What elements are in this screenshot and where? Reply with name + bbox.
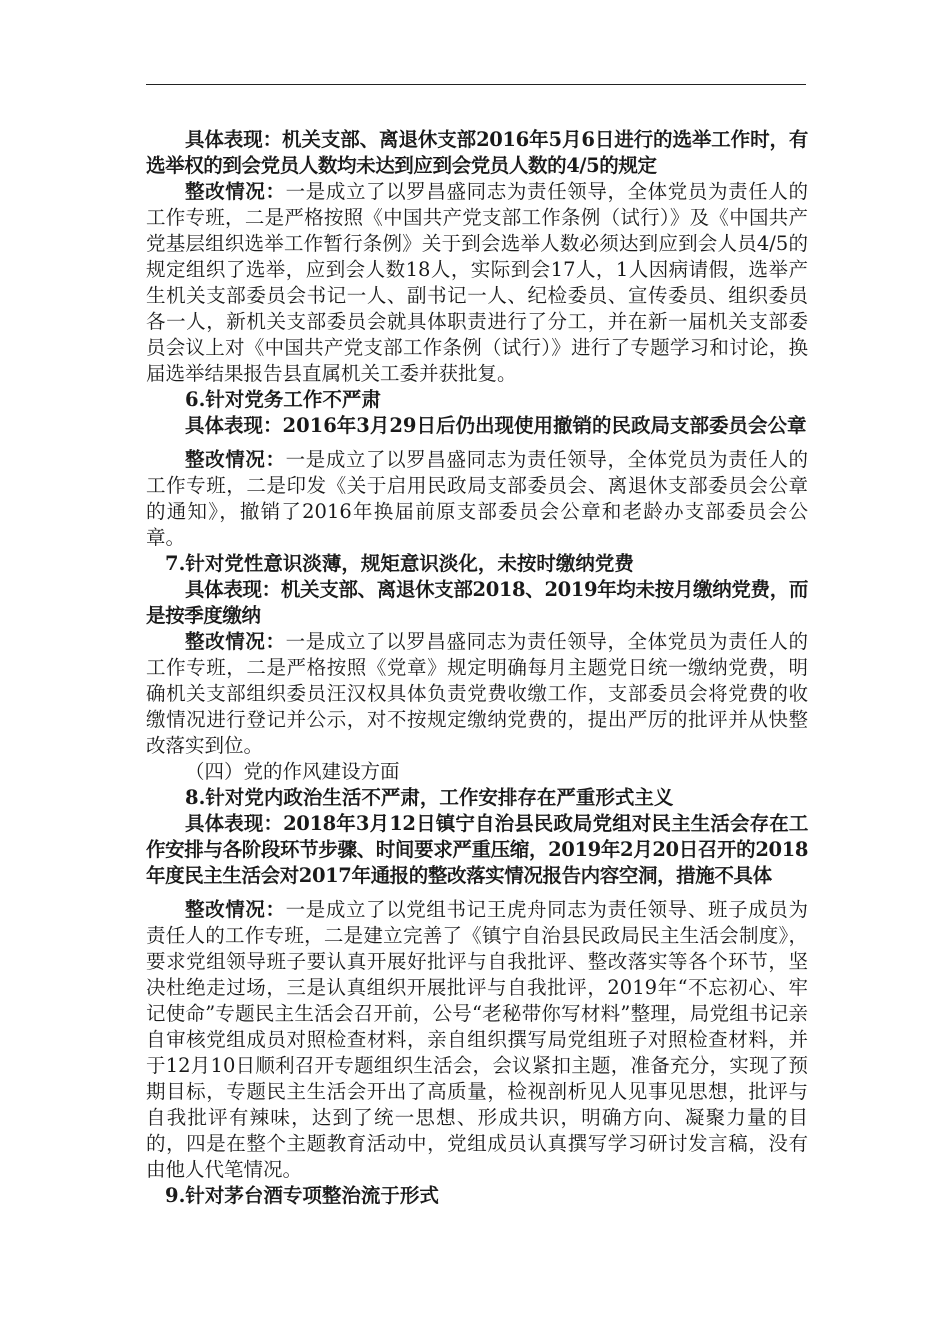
fix-label: 整改情况： [185, 448, 286, 471]
fix-text: 一是成立了以党组书记王虎舟同志为责任领导、班子成员为责任人的工作专班，二是建立完善了《镇宁自治县民政局民主生活会制度》，要求党组领导班子要认真开展好批评与自我批评、整改落实等各个环节，坚决杜绝走过场，三是认真组织开展批评与自我批评，2019年“不忘初心、牢记使命”专题民主生活会召开前，公号“老秘带你写材料”整理，局党组书记亲自审核党组成员对照检查材料，亲自组织撰写局党组班子对照检查材料，并于12月10日顺利召开专题组织生活会，会议紧扣主题，准备充分，实现了预期目标，专题民主生活会开出了高质量，检视剖析见人见事见思想，批评与自我批评有辣味，达到了统一思想、形成共识，明确方向、凝聚力量的目的，四是在整个主题教育活动中，党组成员认真撰写学习研讨发言稿，没有由他人代笔情况。 [146, 898, 808, 1181]
paragraph-show-dues [146, 577, 808, 629]
heading-item-6: 6.针对党务工作不严肃 [185, 388, 381, 411]
heading-item-9: 9.针对茅台酒专项整治流于形式 [165, 1184, 439, 1207]
fix-label: 整改情况： [185, 180, 286, 203]
header-rule [146, 84, 806, 85]
show-text: 机关支部、离退休支部2016年5月6日进行的选举工作时，有选举权的到会党员人数均未达到应到会党员人数的4/5的规定 [146, 128, 808, 177]
paragraph-show-election [146, 127, 808, 179]
paragraph-fix-meeting [146, 897, 808, 1183]
spacer [146, 889, 808, 897]
show-text: 机关支部、离退休支部2018、2019年均未按月缴纳党费，而是按季度缴纳 [146, 578, 808, 627]
paragraph-show-meeting [146, 811, 808, 889]
show-label: 具体表现： [185, 812, 284, 835]
heading-item-7: 7.针对党性意识淡薄，规矩意识淡化，未按时缴纳党费 [165, 552, 634, 575]
show-label: 具体表现： [185, 578, 281, 601]
show-text: 2016年3月29日后仍出现使用撤销的民政局支部委员会公章 [282, 414, 807, 437]
paragraph-show-seal [146, 413, 808, 439]
fix-label: 整改情况： [185, 898, 286, 921]
paragraph-fix-seal [146, 447, 808, 551]
show-label: 具体表现： [185, 414, 283, 437]
fix-text: 一是成立了以罗昌盛同志为责任领导，全体党员为责任人的工作专班，二是严格按照《中国共产党支部工作条例（试行）》及《中国共产党基层组织选举工作暂行条例》关于到会选举人数必须达到应到会人员4/5的规定组织了选举，应到会人数18人，实际到会17人，1人因病请假，选举产生机关支部委员会书记一人、副书记一人、纪检委员、宣传委员、组织委员各一人，新机关支部委员会就具体职责进行了分工，并在新一届机关支部委员会议上对《中国共产党支部工作条例（试行）》进行了专题学习和讨论，换届选举结果报告县直属机关工委并获批复。 [146, 180, 808, 385]
section-heading-4: （四）党的作风建设方面 [185, 760, 400, 783]
heading-item-8: 8.针对党内政治生活不严肃，工作安排存在严重形式主义 [185, 786, 674, 809]
show-label: 具体表现： [185, 128, 283, 151]
paragraph-fix-election [146, 179, 808, 387]
fix-text: 一是成立了以罗昌盛同志为责任领导，全体党员为责任人的工作专班，二是印发《关于启用民政局支部委员会、离退休支部委员会公章的通知》，撤销了2016年换届前原支部委员会公章和老龄办支部委员会公章。 [146, 448, 808, 549]
paragraph-fix-dues [146, 629, 808, 759]
spacer [146, 439, 808, 447]
document-body [146, 127, 808, 1209]
fix-text: 一是成立了以罗昌盛同志为责任领导，全体党员为责任人的工作专班，二是严格按照《党章》规定明确每月主题党日统一缴纳党费，明确机关支部组织委员汪汉权具体负责党费收缴工作，支部委员会将党费的收缴情况进行登记并公示，对不按规定缴纳党费的，提出严厉的批评并从快整改落实到位。 [146, 630, 808, 757]
show-text: 2018年3月12日镇宁自治县民政局党组对民主生活会存在工作安排与各阶段环节步骤、时间要求严重压缩，2019年2月20日召开的2018年度民主生活会对2017年通报的整改落实情况报告内容空洞，措施不具体 [146, 812, 808, 887]
fix-label: 整改情况： [185, 630, 286, 653]
